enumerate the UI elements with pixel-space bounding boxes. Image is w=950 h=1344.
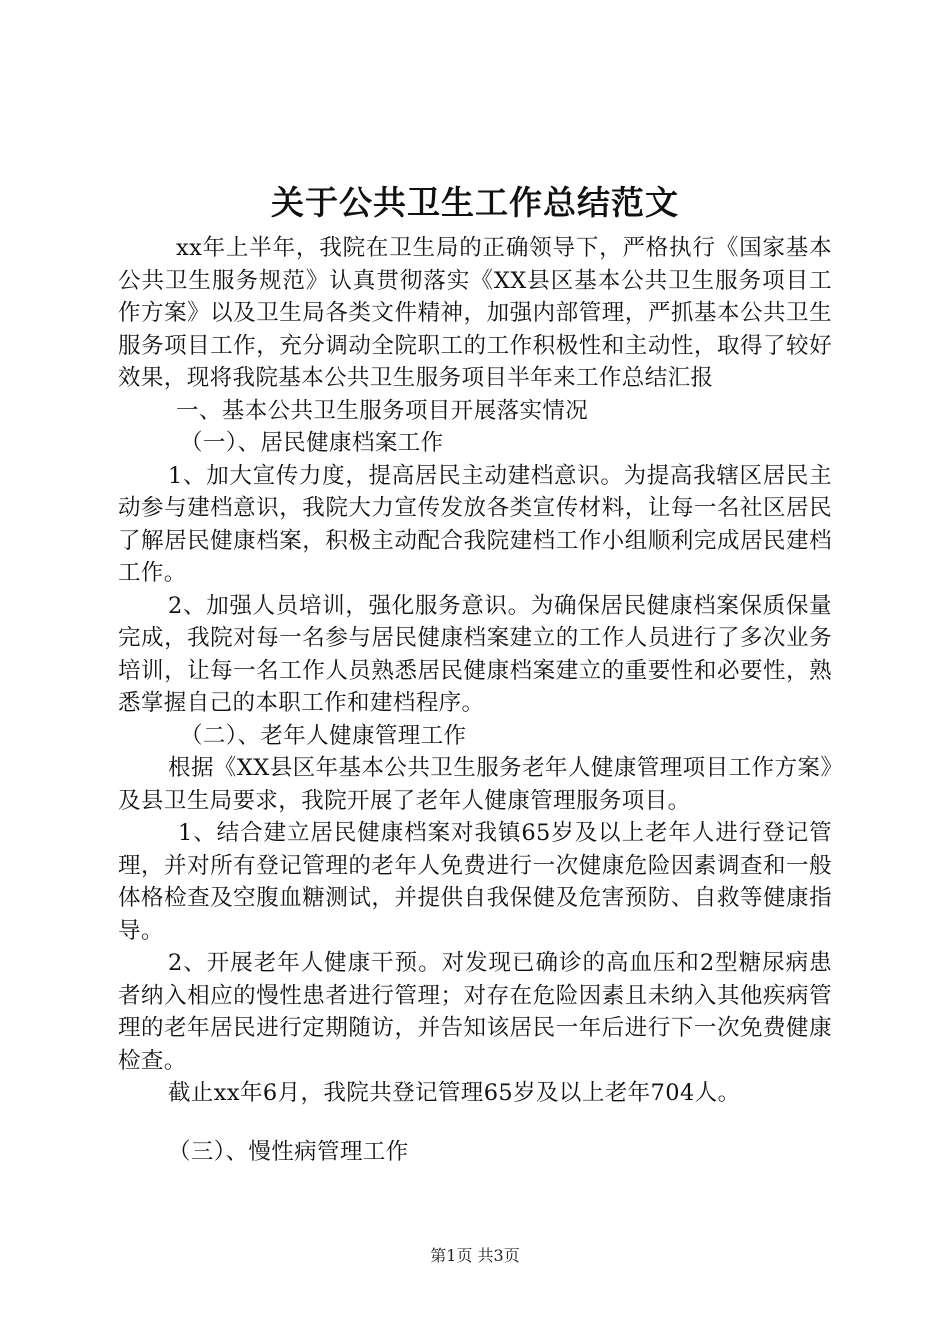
subsection-heading-health-records: （一）、居民健康档案工作 [180,430,444,456]
paragraph-training: 2、加强人员培训，强化服务意识。为确保居民健康档案保质保量完成，我院对每一名参与居民健康档案建立的工作人员进行了多次业务培训，让每一名工作人员熟悉居民健康档案建立的重要性和必要性，熟悉掌握自己的本职工作和建档程序。 [118,592,832,716]
paragraph-elderly-plan: 根据《XX县区年基本公共卫生服务老年人健康管理项目工作方案》及县卫生局要求，我院开展了老年人健康管理服务项目。 [118,755,832,814]
paragraph-elderly-count: 截止xx年6月，我院共登记管理65岁及以上老年704人。 [168,1080,741,1106]
document-page [118,180,832,1168]
section-heading-1: 一、基本公共卫生服务项目开展落实情况 [176,397,589,424]
page-number-footer: 第1页 共3页 [430,1246,520,1265]
paragraph-publicity: 1、加大宣传力度，提高居民主动建档意识。为提高我辖区居民主动参与建档意识，我院大力宣传发放各类宣传材料，让每一名社区居民了解居民健康档案，积极主动配合我院建档工作小组顺利完成居民建档工作。 [118,462,832,586]
subsection-heading-chronic: （三）、慢性病管理工作 [168,1138,409,1165]
document-title: 关于公共卫生工作总结范文 [271,183,679,222]
paragraph-elderly-intervention: 2、开展老年人健康干预。对发现已确诊的高血压和2型糖尿病患者纳入相应的慢性患者进行管理；对存在危险因素且未纳入其他疾病管理的老年居民进行定期随访，并告知该居民一年后进行下一次免费健康检查。 [118,950,832,1074]
paragraph-elderly-registration: 1、结合建立居民健康档案对我镇65岁及以上老年人进行登记管理，并对所有登记管理的老年人免费进行一次健康危险因素调查和一般体格检查及空腹血糖测试，并提供自我保健及危害预防、自救等健康指导。 [118,820,832,944]
subsection-heading-elderly: （二）、老年人健康管理工作 [180,722,467,749]
document-body [118,232,832,1168]
intro-paragraph: xx年上半年，我院在卫生局的正确领导下，严格执行《国家基本公共卫生服务规范》认真贯彻落实《XX县区基本公共卫生服务项目工作方案》以及卫生局各类文件精神，加强内部管理，严抓基本公共卫生服务项目工作，充分调动全院职工的工作积极性和主动性，取得了较好效果，现将我院基本公共卫生服务项目半年来工作总结汇报 [118,235,832,391]
